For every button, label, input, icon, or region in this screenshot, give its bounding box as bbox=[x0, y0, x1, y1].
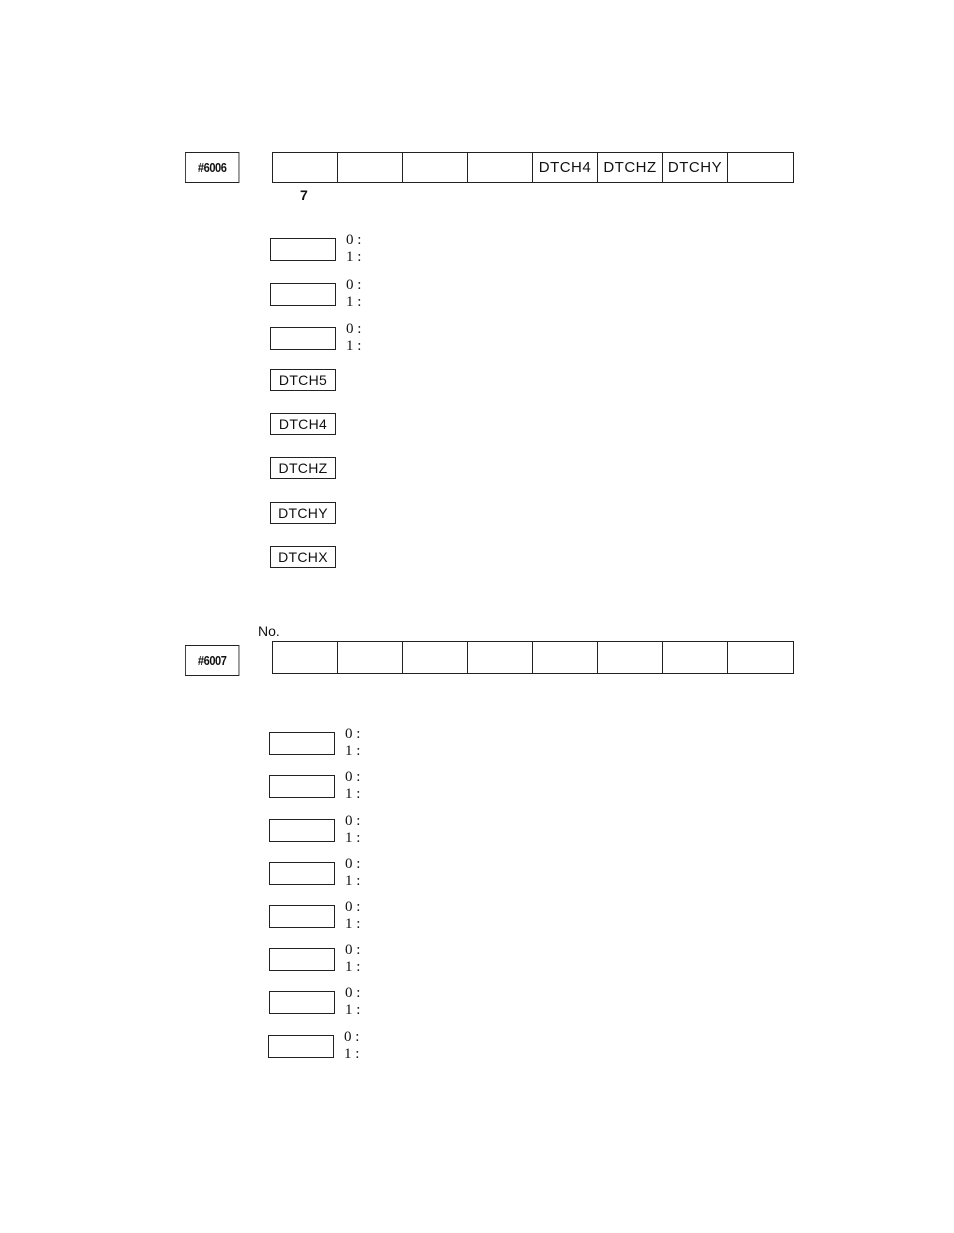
signal-box: DTCH4 bbox=[270, 413, 336, 435]
value-0: 0 : bbox=[345, 942, 361, 958]
value-0: 0 : bbox=[344, 1029, 360, 1045]
signal-item bbox=[270, 450, 336, 486]
bit-row-6007 bbox=[272, 641, 794, 674]
bit-cell: DTCHY bbox=[663, 153, 728, 182]
bit-cell: DTCHZ bbox=[598, 153, 663, 182]
setting-item bbox=[268, 1028, 359, 1064]
bit-cell: DTCH4 bbox=[533, 153, 598, 182]
value-0: 0 : bbox=[346, 277, 362, 293]
value-1: 1 : bbox=[345, 916, 361, 932]
bit-cell bbox=[403, 642, 468, 673]
value-1: 1 : bbox=[345, 743, 361, 759]
value-0: 0 : bbox=[345, 856, 361, 872]
value-1: 1 : bbox=[346, 338, 362, 354]
signal-item bbox=[270, 495, 336, 531]
value-1: 1 : bbox=[345, 873, 361, 889]
param-id-6007: #6007 bbox=[185, 645, 239, 676]
setting-box bbox=[269, 819, 335, 842]
value-0: 0 : bbox=[346, 321, 362, 337]
bit-cell bbox=[598, 642, 663, 673]
bit-cell bbox=[533, 642, 598, 673]
signal-item bbox=[270, 406, 336, 442]
value-1: 1 : bbox=[346, 249, 362, 265]
param-id-6006: #6006 bbox=[185, 152, 239, 183]
signal-box: DTCH5 bbox=[270, 369, 336, 391]
setting-item bbox=[269, 768, 360, 804]
setting-box bbox=[268, 1035, 334, 1058]
bit-cell bbox=[273, 642, 338, 673]
value-0: 0 : bbox=[346, 232, 362, 248]
signal-box: DTCHZ bbox=[270, 457, 336, 479]
value-0: 0 : bbox=[345, 985, 361, 1001]
bit-cell bbox=[338, 153, 403, 182]
signal-item bbox=[270, 539, 336, 575]
value-1: 1 : bbox=[345, 959, 361, 975]
setting-box bbox=[269, 862, 335, 885]
value-0: 0 : bbox=[345, 813, 361, 829]
bit-cell bbox=[403, 153, 468, 182]
value-1: 1 : bbox=[345, 830, 361, 846]
value-1: 1 : bbox=[346, 294, 362, 310]
signal-item bbox=[270, 362, 336, 398]
value-0: 0 : bbox=[345, 899, 361, 915]
signal-box: DTCHX bbox=[270, 546, 336, 568]
setting-item bbox=[269, 941, 360, 977]
setting-box bbox=[269, 775, 335, 798]
setting-box bbox=[269, 905, 335, 928]
value-0: 0 : bbox=[345, 769, 361, 785]
no-label: No. bbox=[258, 623, 280, 639]
signal-box: DTCHY bbox=[270, 502, 336, 524]
bit-row-6006 bbox=[272, 152, 794, 183]
setting-item bbox=[269, 725, 360, 761]
setting-item bbox=[270, 276, 361, 312]
bit-cell bbox=[468, 153, 533, 182]
value-1: 1 : bbox=[345, 786, 361, 802]
setting-item bbox=[269, 855, 360, 891]
bit-cell bbox=[273, 153, 338, 182]
setting-box bbox=[270, 283, 336, 306]
setting-item bbox=[270, 231, 361, 267]
value-0: 0 : bbox=[345, 726, 361, 742]
setting-box bbox=[269, 732, 335, 755]
setting-item bbox=[269, 898, 360, 934]
setting-box bbox=[269, 991, 335, 1014]
bit-number-label: 7 bbox=[300, 187, 308, 203]
bit-cell bbox=[663, 642, 728, 673]
setting-item bbox=[270, 320, 361, 356]
setting-item bbox=[269, 812, 360, 848]
bit-cell bbox=[338, 642, 403, 673]
setting-box bbox=[270, 238, 336, 261]
value-1: 1 : bbox=[344, 1046, 360, 1062]
setting-box bbox=[269, 948, 335, 971]
bit-cell bbox=[728, 153, 793, 182]
setting-item bbox=[269, 984, 360, 1020]
bit-cell bbox=[728, 642, 793, 673]
bit-cell bbox=[468, 642, 533, 673]
setting-box bbox=[270, 327, 336, 350]
value-1: 1 : bbox=[345, 1002, 361, 1018]
